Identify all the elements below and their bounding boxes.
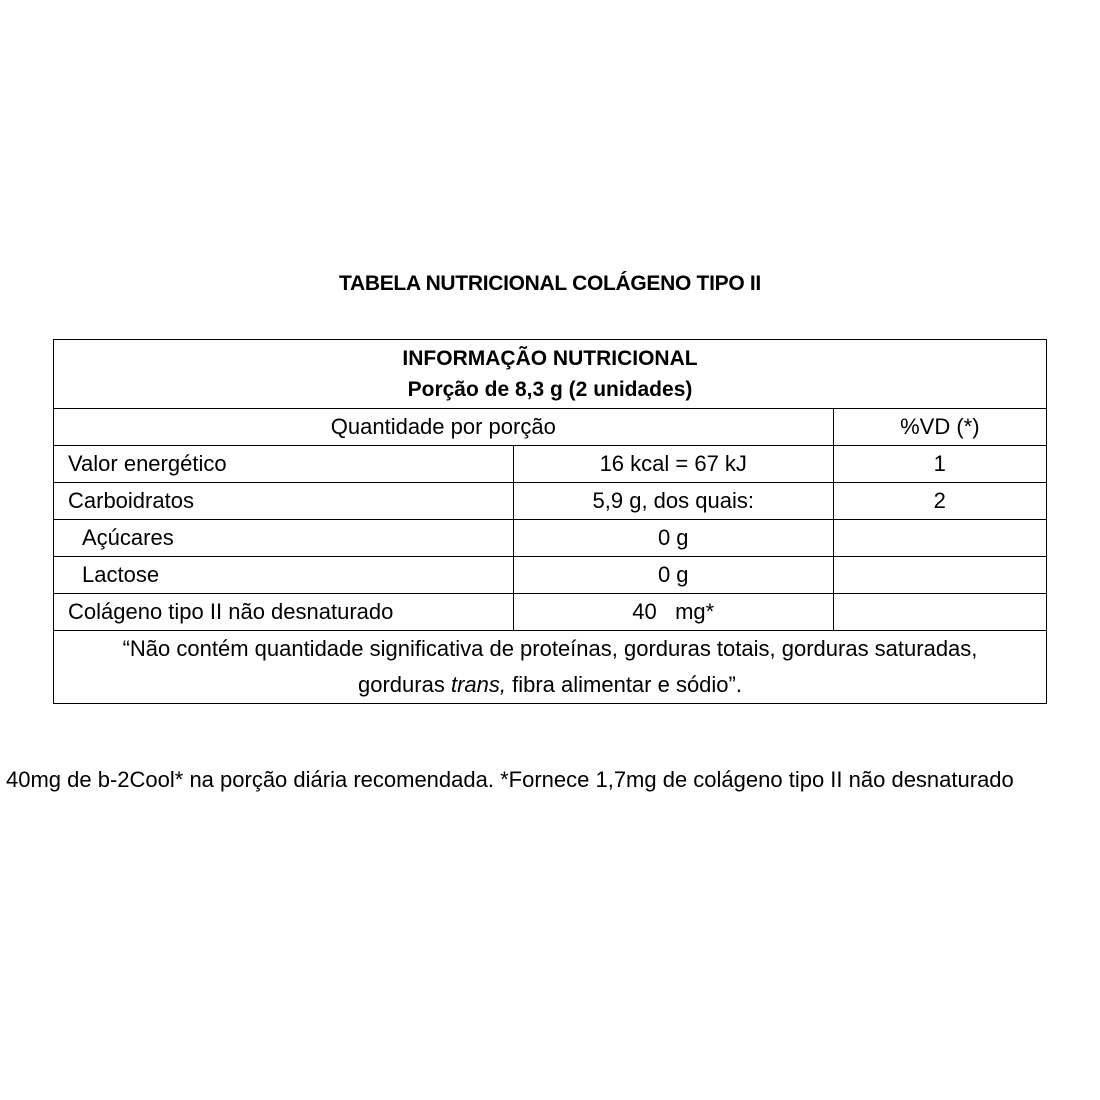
row-vd: 2 <box>833 483 1046 520</box>
row-value: 5,9 g, dos quais: <box>513 483 833 520</box>
document-title: TABELA NUTRICIONAL COLÁGENO TIPO II <box>339 272 761 295</box>
table-row <box>54 557 1047 594</box>
table-row <box>54 483 1047 520</box>
row-label: Valor energético <box>54 446 514 483</box>
note-row <box>54 631 1047 704</box>
row-value: 0 g <box>513 557 833 594</box>
table-heading: INFORMAÇÃO NUTRICIONAL <box>402 347 698 370</box>
row-vd: 1 <box>833 446 1046 483</box>
row-vd <box>833 594 1046 631</box>
nutrition-table <box>53 339 1047 704</box>
row-label: Carboidratos <box>54 483 514 520</box>
row-label: Açúcares <box>54 520 514 557</box>
row-label: Lactose <box>54 557 514 594</box>
note-italic-text: trans, <box>450 672 506 697</box>
row-value: 16 kcal = 67 kJ <box>513 446 833 483</box>
column-header-vd: %VD (*) <box>833 409 1046 446</box>
note-text: “Não contém quantidade significativa de proteínas, gorduras totais, gorduras saturadas, gorduras <box>122 636 978 697</box>
row-label: Colágeno tipo II não desnaturado <box>54 594 514 631</box>
row-value: 0 g <box>513 520 833 557</box>
note-text-end: fibra alimentar e sódio”. <box>505 672 742 697</box>
column-header-quantity: Quantidade por porção <box>54 409 834 446</box>
row-value: 40 mg* <box>513 594 833 631</box>
table-row <box>54 446 1047 483</box>
table-row <box>54 520 1047 557</box>
table-note <box>54 631 1047 704</box>
table-row <box>54 594 1047 631</box>
footnote: 40mg de b-2Cool* na porção diária recomendada. *Fornece 1,7mg de colágeno tipo II não desnaturado <box>6 767 1014 792</box>
table-header-row <box>54 340 1047 409</box>
row-vd <box>833 557 1046 594</box>
portion-size: Porção de 8,3 g (2 unidades) <box>407 378 693 401</box>
table-header <box>54 340 1047 409</box>
row-vd <box>833 520 1046 557</box>
column-header-row <box>54 409 1047 446</box>
